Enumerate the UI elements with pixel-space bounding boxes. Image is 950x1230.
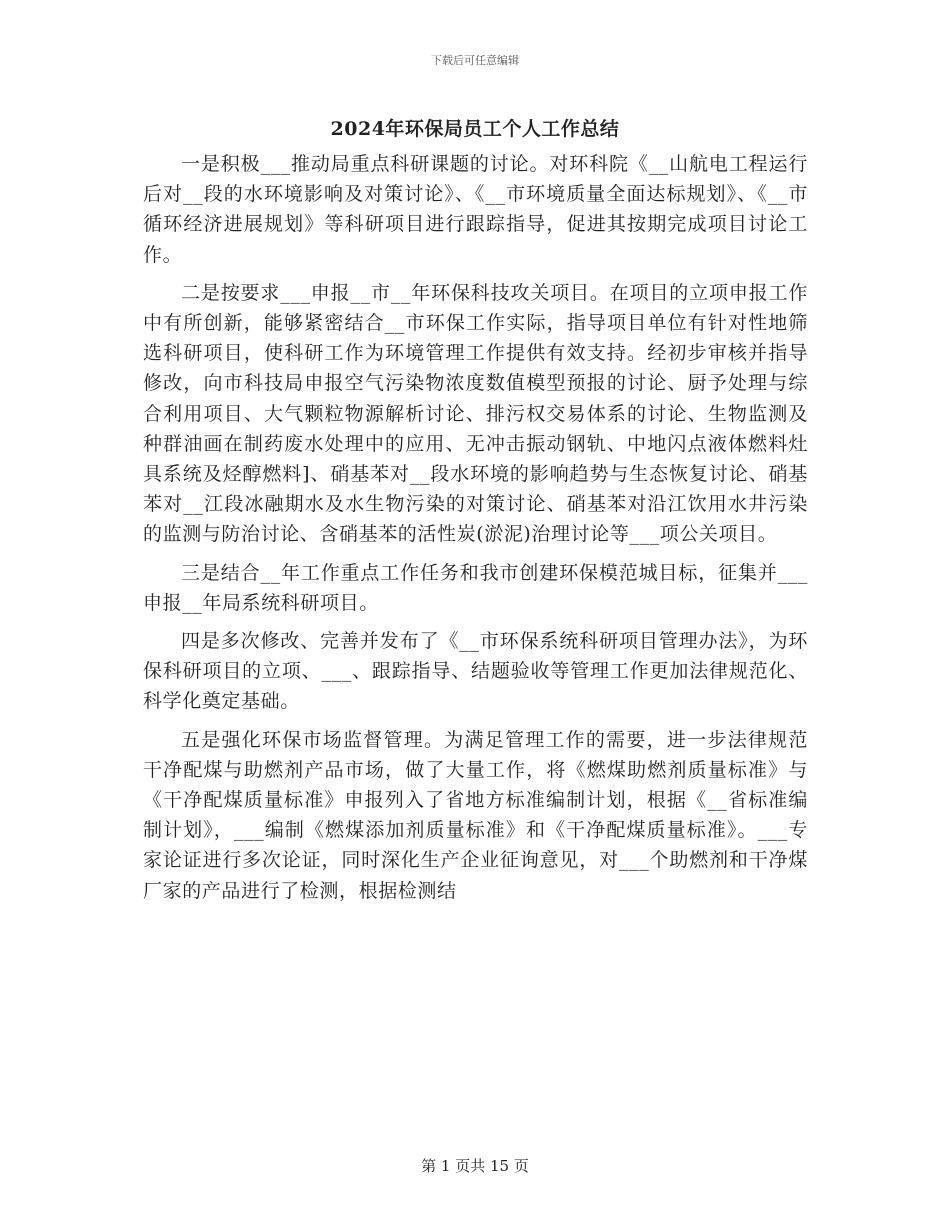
paragraph-2: 二是按要求___申报__市__年环保科技攻关项目。在项目的立项申报工作中有所创新，能够紧密结合__市环保工作实际，指导项目单位有针对性地筛选科研项目，使科研工作为环境管理工作提供有效支持。经初步审核并指导修改，向市科技局申报空气污染物浓度数值模型预报的讨论、厨予处理与综合利用项目、大气颗粒物源解析讨论、排污权交易体系的讨论、生物监测及种群油画在制药废水处理中的应用、无冲击振动钢轨、中地闪点液体燃料灶具系统及烃醇燃料]、硝基苯对__段水环境的影响趋势与生态恢复讨论、硝基苯对__江段冰融期水及水生物污染的对策讨论、硝基苯对沿江饮用水井污染的监测与防治讨论、含硝基苯的活性炭(淤泥)治理讨论等___项公关项目。 (143, 281, 808, 546)
document-body (143, 149, 808, 914)
paragraph-4: 四是多次修改、完善并发布了《__市环保系统科研项目管理办法》，为环保科研项目的立项、___、跟踪指导、结题验收等管理工作更加法律规范化、科学化奠定基础。 (143, 630, 808, 713)
paragraph-5: 五是强化环保市场监督管理。为满足管理工作的需要，进一步法律规范干净配煤与助燃剂产品市场，做了大量工作，将《燃煤助燃剂质量标准》与《干净配煤质量标准》申报列入了省地方标准编制计划，根据《__省标准编制计划》，___编制《燃煤添加剂质量标准》和《干净配煤质量标准》。___专家论证进行多次论证，同时深化生产企业征询意见，对___个助燃剂和干净煤厂家的产品进行了检测，根据检测结 (143, 728, 808, 902)
document-title: 2024年环保局员工个人工作总结 (330, 118, 620, 140)
paragraph-3: 三是结合__年工作重点工作任务和我市创建环保模范城目标，征集并___申报__年局系统科研项目。 (143, 561, 808, 614)
page-number-footer: 第 1 页共 15 页 (421, 1157, 529, 1175)
page-header-note: 下载后可任意编辑 (431, 54, 519, 67)
paragraph-1: 一是积极___推动局重点科研课题的讨论。对环科院《__山航电工程运行后对__段的水环境影响及对策讨论》、《__市环境质量全面达标规划》、《__市循环经济进展规划》等科研项目进行跟踪指导，促进其按期完成项目讨论工作。 (143, 153, 808, 266)
